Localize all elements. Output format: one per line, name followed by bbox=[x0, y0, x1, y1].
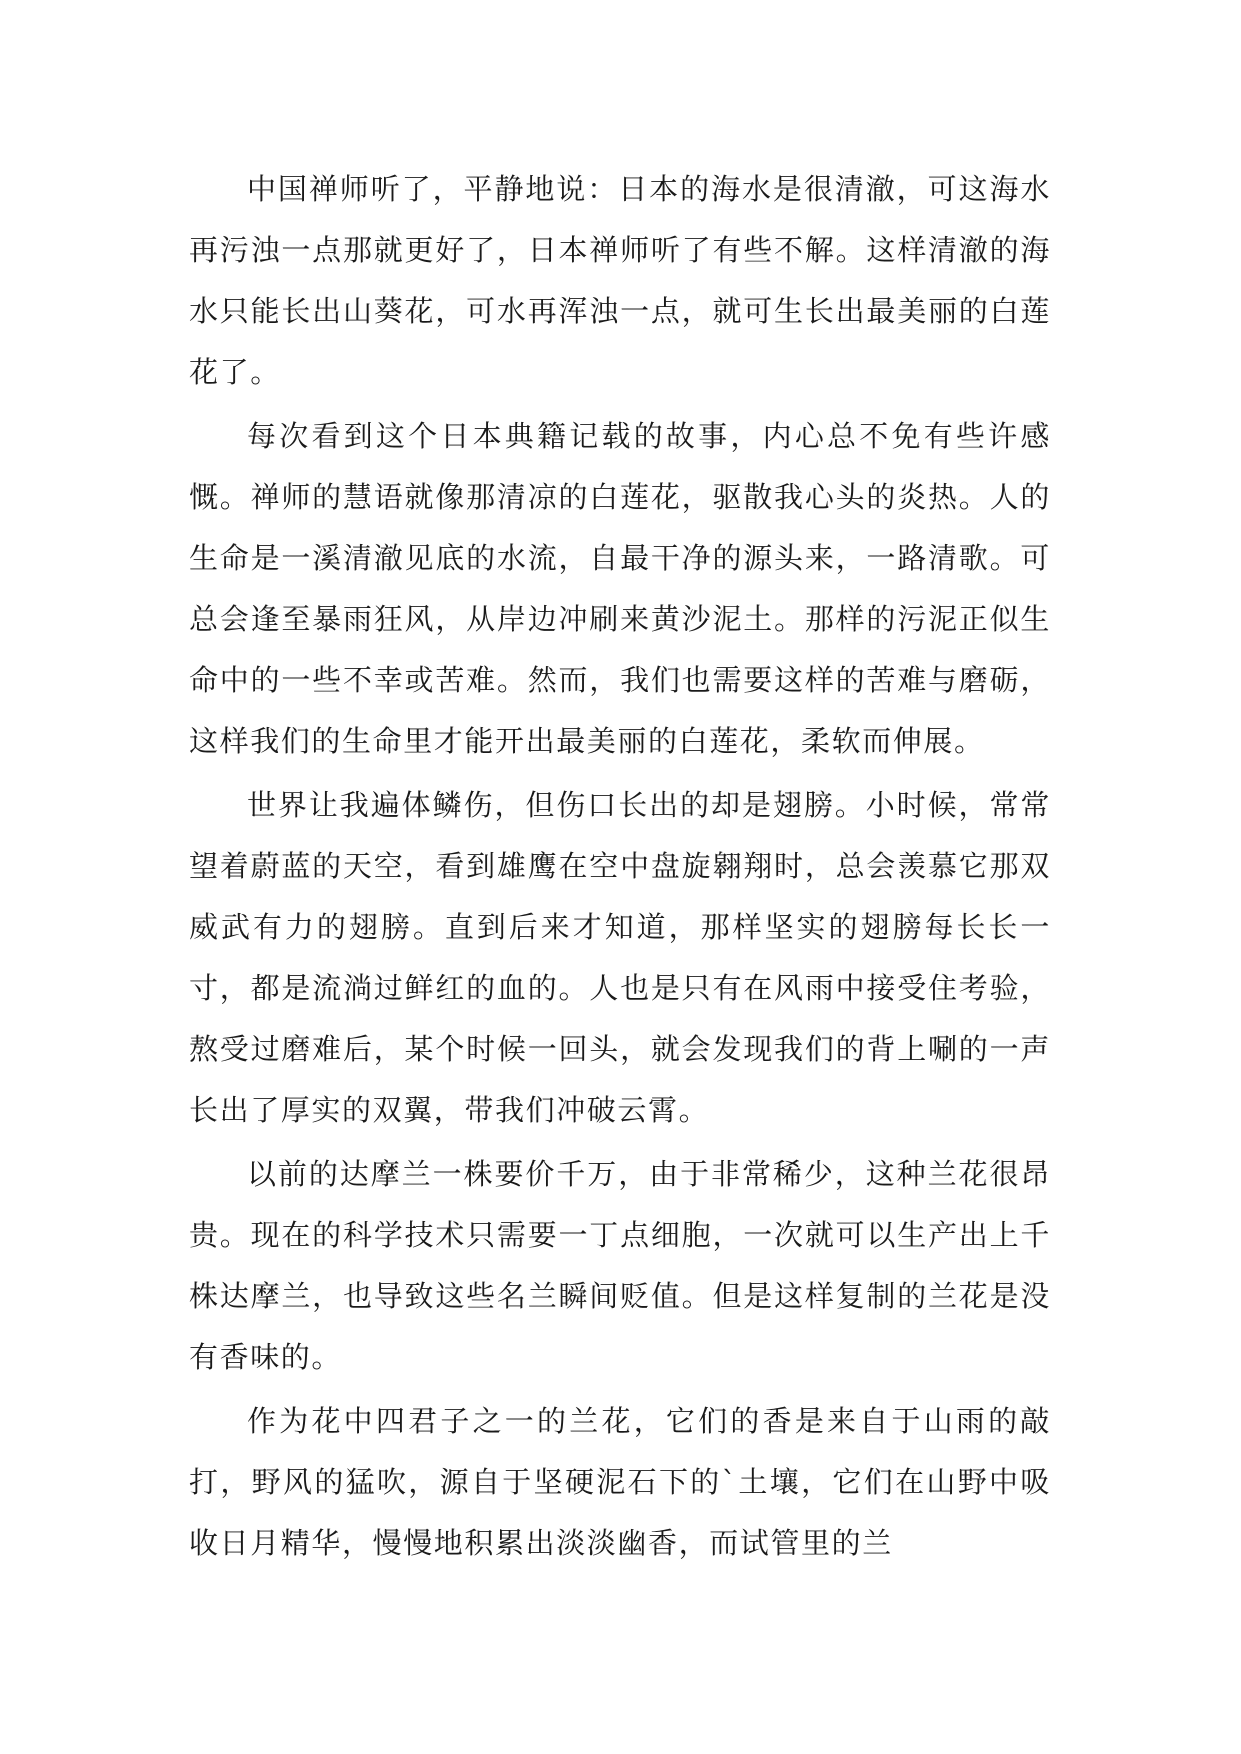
paragraph-white-lotus-reflection: 每次看到这个日本典籍记载的故事，内心总不免有些许感慨。禅师的慧语就像那清凉的白莲花，驱散我心头的炎热。人的生命是一溪清澈见底的水流，自最干净的源头来，一路清歌。可总会逢至暴雨狂风，从岸边冲刷来黄沙泥土。那样的污泥正似生命中的一些不幸或苦难。然而，我们也需要这样的苦难与磨砺，这样我们的生命里才能开出最美丽的白莲花，柔软而伸展。 bbox=[189, 419, 1051, 758]
paragraph-eagle-wings: 世界让我遍体鳞伤，但伤口长出的却是翅膀。小时候，常常望着蔚蓝的天空，看到雄鹰在空中盘旋翱翔时，总会羡慕它那双威武有力的翅膀。直到后来才知道，那样坚实的翅膀每长长一寸，都是流淌过鲜红的血的。人也是只有在风雨中接受住考验，熬受过磨难后，某个时候一回头，就会发现我们的背上唰的一声长出了厚实的双翼，带我们冲破云霄。 bbox=[189, 788, 1051, 1127]
paragraph-daruma-orchid: 以前的达摩兰一株要价千万，由于非常稀少，这种兰花很昂贵。现在的科学技术只需要一丁点细胞，一次就可以生产出上千株达摩兰，也导致这些名兰瞬间贬值。但是这样复制的兰花是没有香味的。 bbox=[189, 1157, 1051, 1374]
paragraph-zen-master-reply: 中国禅师听了，平静地说：日本的海水是很清澈，可这海水再污浊一点那就更好了，日本禅师听了有些不解。这样清澈的海水只能长出山葵花，可水再浑浊一点，就可生长出最美丽的白莲花了。 bbox=[189, 172, 1051, 389]
paragraph-orchid-fragrance: 作为花中四君子之一的兰花，它们的香是来自于山雨的敲打，野风的猛吹，源自于坚硬泥石下的`土壤，它们在山野中吸收日月精华，慢慢地积累出淡淡幽香，而试管里的兰 bbox=[189, 1404, 1051, 1560]
document-body bbox=[189, 159, 1051, 1577]
